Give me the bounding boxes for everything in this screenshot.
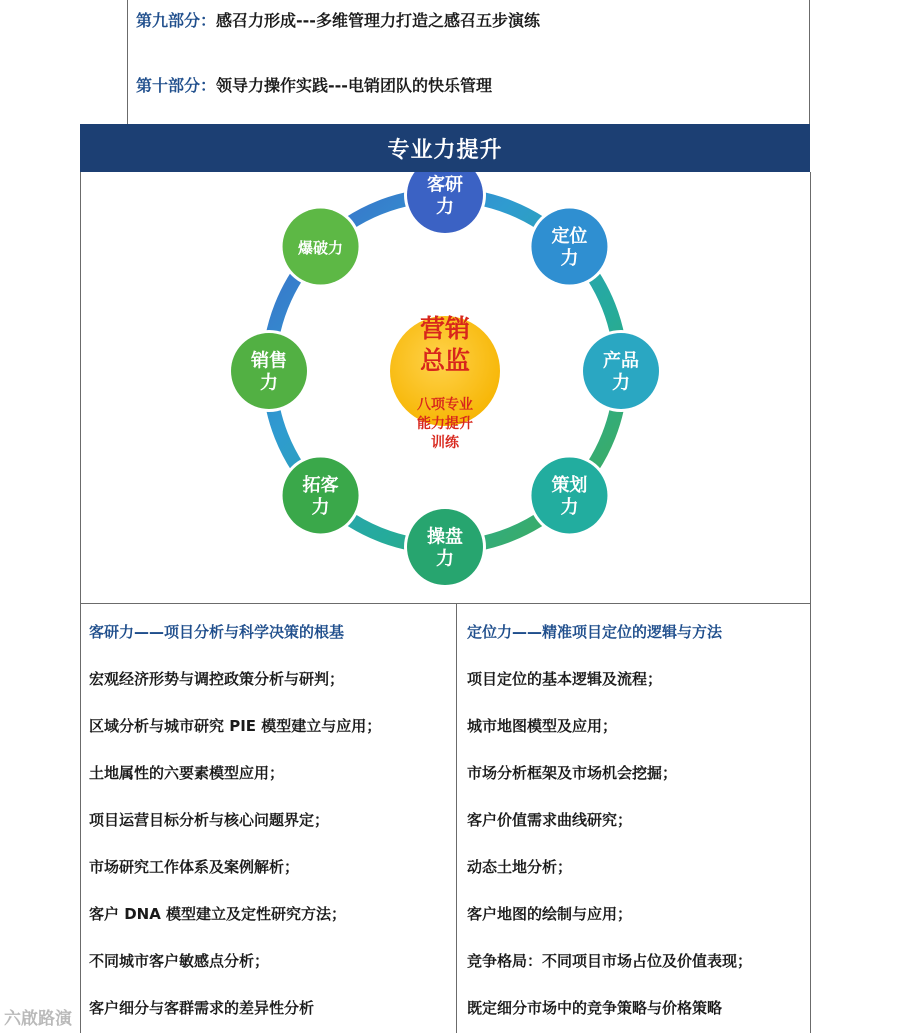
node-label-line1: 操盘: [427, 526, 463, 548]
node-label-line2: 力: [260, 372, 278, 394]
list-item: 项目运营目标分析与核心问题界定；: [89, 811, 330, 829]
list-item: 既定细分市场中的竞争策略与价格策略: [467, 999, 723, 1017]
list-item: 市场研究工作体系及案例解析；: [89, 858, 300, 876]
list-item: 土地属性的六要素模型应用；: [89, 764, 285, 782]
dingwei-heading: 定位力——精准项目定位的逻辑与方法: [467, 623, 723, 641]
center-title-line2: 总监: [419, 346, 471, 375]
part-label: 第十部分：: [136, 76, 217, 95]
section-title: 专业力提升: [80, 124, 810, 172]
capability-node: [280, 206, 362, 288]
part-text: 领导力操作实践---电销团队的快乐管理: [216, 76, 492, 95]
list-item: 竞争格局：不同项目市场占位及价值表现；: [467, 952, 753, 970]
list-item: 市场分析框架及市场机会挖掘；: [467, 764, 678, 782]
capability-node: [280, 454, 362, 536]
node-label-line1: 爆破力: [298, 239, 344, 258]
node-label-line2: 力: [560, 496, 579, 518]
list-item: 不同城市客户敏感点分析；: [89, 952, 270, 970]
center-sub-line2: 能力提升: [417, 416, 473, 432]
capability-node: [528, 454, 610, 536]
column-divider: [456, 604, 457, 1033]
capability-detail-table: [80, 604, 811, 1033]
capability-wheel: [81, 172, 810, 603]
part-label: 第九部分：: [136, 11, 217, 30]
node-label-line2: 力: [560, 248, 579, 270]
node-label-line1: 定位: [551, 226, 588, 248]
list-item: 客户地图的绘制与应用；: [467, 905, 633, 923]
capability-node: [228, 330, 310, 412]
node-label-line2: 力: [311, 496, 330, 518]
outline-part-10: [136, 73, 492, 96]
node-label-line1: 拓客: [302, 474, 339, 496]
node-label-line2: 力: [436, 548, 454, 570]
node-label-line2: 力: [612, 372, 630, 394]
capability-node: [404, 506, 486, 588]
node-label-line2: 力: [436, 196, 454, 218]
capability-node: [580, 330, 662, 412]
list-item: 区域分析与城市研究 PIE 模型建立与应用；: [89, 717, 382, 735]
center-sub-line3: 训练: [431, 435, 459, 451]
list-item: 客户 DNA 模型建立及定性研究方法；: [89, 905, 347, 923]
capability-node: [404, 172, 486, 236]
outline-continuation-box: [127, 0, 810, 124]
watermark-text: 六啟路演: [4, 1009, 72, 1029]
outline-part-9: [136, 8, 540, 31]
capability-node: [528, 206, 610, 288]
capability-diagram: [80, 172, 811, 604]
keyan-heading: 客研力——项目分析与科学决策的根基: [89, 623, 345, 641]
center-sub-line1: 八项专业: [417, 397, 473, 413]
list-item: 宏观经济形势与调控政策分析与研判；: [89, 670, 345, 688]
list-item: 项目定位的基本逻辑及流程；: [467, 670, 663, 688]
node-label-line1: 产品: [603, 350, 639, 372]
list-item: 客户细分与客群需求的差异性分析: [89, 999, 315, 1017]
list-item: 城市地图模型及应用；: [467, 717, 618, 735]
list-item: 客户价值需求曲线研究；: [467, 811, 633, 829]
part-text: 感召力形成---多维管理力打造之感召五步演练: [216, 11, 540, 30]
list-item: 动态土地分析；: [467, 858, 573, 876]
node-label-line1: 客研: [427, 174, 463, 196]
node-label-line1: 销售: [251, 350, 287, 372]
center-title-line1: 营销: [419, 314, 471, 343]
node-label-line1: 策划: [551, 474, 588, 496]
